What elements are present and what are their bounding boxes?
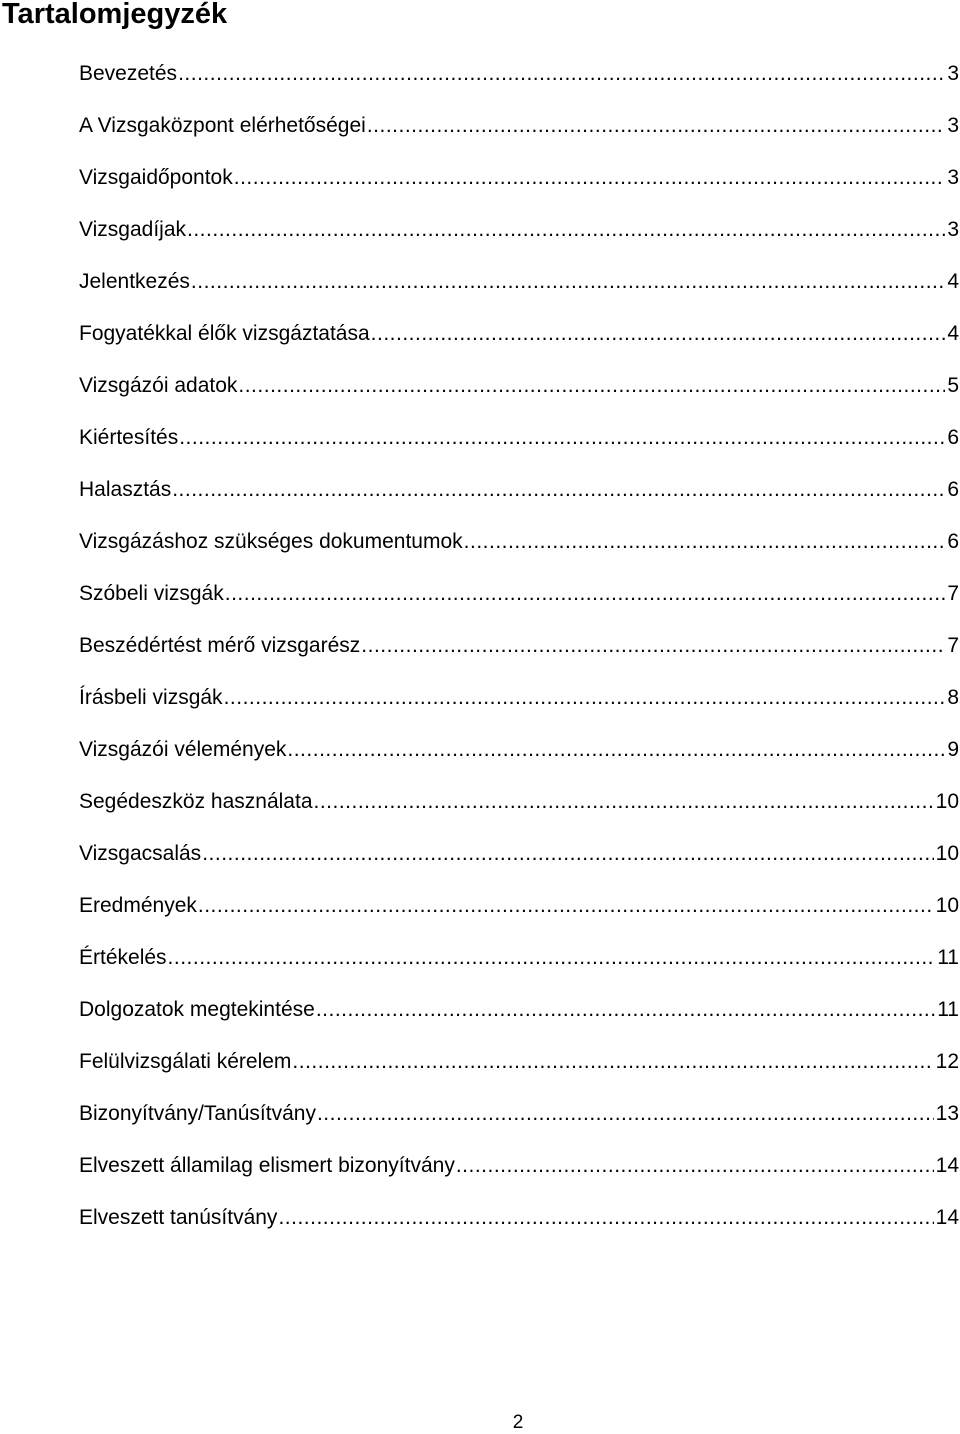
toc-entry[interactable] (79, 736, 959, 788)
toc-entry-leader (178, 424, 945, 452)
toc-entry-leader (316, 1100, 934, 1128)
toc-entry[interactable] (79, 684, 959, 736)
toc-entry-label: A Vizsgaközpont elérhetőségei (79, 114, 366, 137)
toc-entry[interactable] (79, 996, 959, 1048)
toc-entry-page: 10 (935, 894, 959, 917)
toc-entry-leader (224, 580, 946, 608)
toc-entry-label: Elveszett államilag elismert bizonyítvány (79, 1154, 455, 1177)
toc-entry-leader (360, 632, 945, 660)
toc-entry-label: Eredmények (79, 894, 197, 917)
toc-entry-leader (167, 944, 936, 972)
toc-entry-page: 10 (935, 790, 959, 813)
toc-entry-leader (370, 320, 946, 348)
toc-entry[interactable] (79, 944, 959, 996)
toc-entry-label: Vizsgázói vélemények (79, 738, 287, 761)
toc-entry-label: Beszédértést mérő vizsgarész (79, 634, 361, 657)
toc-entry-label: Vizsgadíjak (79, 218, 187, 241)
toc-entry[interactable] (79, 268, 959, 320)
toc-entry-leader (237, 372, 945, 400)
toc-entry-page: 7 (947, 582, 959, 605)
toc-entry-leader (291, 1048, 933, 1076)
toc-entry-page: 4 (947, 322, 959, 345)
toc-entry-label: Írásbeli vizsgák (79, 686, 223, 709)
toc-entry-page: 3 (947, 114, 959, 137)
toc-entry[interactable] (79, 580, 959, 632)
toc-entry-page: 7 (947, 634, 959, 657)
toc-entry-label: Felülvizsgálati kérelem (79, 1050, 292, 1073)
toc-entry[interactable] (79, 1048, 959, 1100)
toc-entry-leader (315, 996, 935, 1024)
toc-entry[interactable] (79, 528, 959, 580)
toc-entry-leader (286, 736, 945, 764)
toc-entry-leader (197, 892, 934, 920)
toc-entry-leader (201, 840, 933, 868)
toc-entry-label: Vizsgázói adatok (79, 374, 238, 397)
toc-entry-page: 6 (947, 478, 959, 501)
toc-entry[interactable] (79, 164, 959, 216)
toc-entry[interactable] (79, 372, 959, 424)
toc-list (79, 60, 959, 1256)
toc-entry[interactable] (79, 60, 959, 112)
toc-entry[interactable] (79, 476, 959, 528)
toc-entry-label: Fogyatékkal élők vizsgáztatása (79, 322, 370, 345)
toc-entry-leader (186, 216, 945, 244)
toc-entry-label: Értékelés (79, 946, 167, 969)
toc-entry-leader (177, 60, 945, 88)
toc-entry[interactable] (79, 216, 959, 268)
toc-entry-leader (223, 684, 946, 712)
toc-entry-leader (366, 112, 946, 140)
toc-entry-page: 3 (947, 62, 959, 85)
toc-entry-leader (171, 476, 945, 504)
toc-entry-page: 9 (947, 738, 959, 761)
toc-entry-label: Segédeszköz használata (79, 790, 313, 813)
toc-entry-leader (455, 1152, 934, 1180)
toc-entry-page: 4 (947, 270, 959, 293)
toc-entry[interactable] (79, 424, 959, 476)
toc-entry-page: 11 (937, 946, 959, 969)
toc-entry[interactable] (79, 788, 959, 840)
toc-entry-page: 3 (947, 218, 959, 241)
toc-entry-label: Jelentkezés (79, 270, 190, 293)
toc-entry-label: Kiértesítés (79, 426, 179, 449)
toc-entry-page: 6 (947, 530, 959, 553)
toc-entry-leader (190, 268, 945, 296)
toc-entry-page: 14 (935, 1154, 959, 1177)
toc-entry[interactable] (79, 840, 959, 892)
toc-entry-page: 11 (937, 998, 959, 1021)
toc-entry-page: 5 (947, 374, 959, 397)
toc-entry-label: Bevezetés (79, 62, 178, 85)
toc-entry[interactable] (79, 1204, 959, 1256)
toc-entry-page: 10 (935, 842, 959, 865)
toc-entry[interactable] (79, 112, 959, 164)
toc-entry-leader (313, 788, 934, 816)
toc-entry-page: 12 (935, 1050, 959, 1073)
toc-entry-page: 14 (935, 1206, 959, 1229)
toc-entry-label: Bizonyítvány/Tanúsítvány (79, 1102, 316, 1125)
toc-entry-leader (233, 164, 946, 192)
toc-entry[interactable] (79, 1100, 959, 1152)
toc-entry-page: 6 (947, 426, 959, 449)
toc-entry-label: Elveszett tanúsítvány (79, 1206, 278, 1229)
toc-entry-label: Vizsgázáshoz szükséges dokumentumok (79, 530, 463, 553)
toc-entry-page: 8 (947, 686, 959, 709)
toc-entry[interactable] (79, 632, 959, 684)
toc-entry-page: 13 (935, 1102, 959, 1125)
toc-entry-label: Vizsgaidőpontok (79, 166, 233, 189)
toc-entry-label: Szóbeli vizsgák (79, 582, 224, 605)
toc-entry[interactable] (79, 320, 959, 372)
toc-entry-leader (277, 1204, 933, 1232)
toc-entry[interactable] (79, 1152, 959, 1204)
toc-entry[interactable] (79, 892, 959, 944)
toc-entry-leader (463, 528, 946, 556)
page-number: 2 (512, 1412, 524, 1433)
toc-entry-label: Halasztás (79, 478, 172, 501)
toc-entry-page: 3 (947, 166, 959, 189)
toc-title: Tartalomjegyzék (2, 0, 228, 30)
toc-entry-label: Vizsgacsalás (79, 842, 202, 865)
toc-entry-label: Dolgozatok megtekintése (79, 998, 315, 1021)
